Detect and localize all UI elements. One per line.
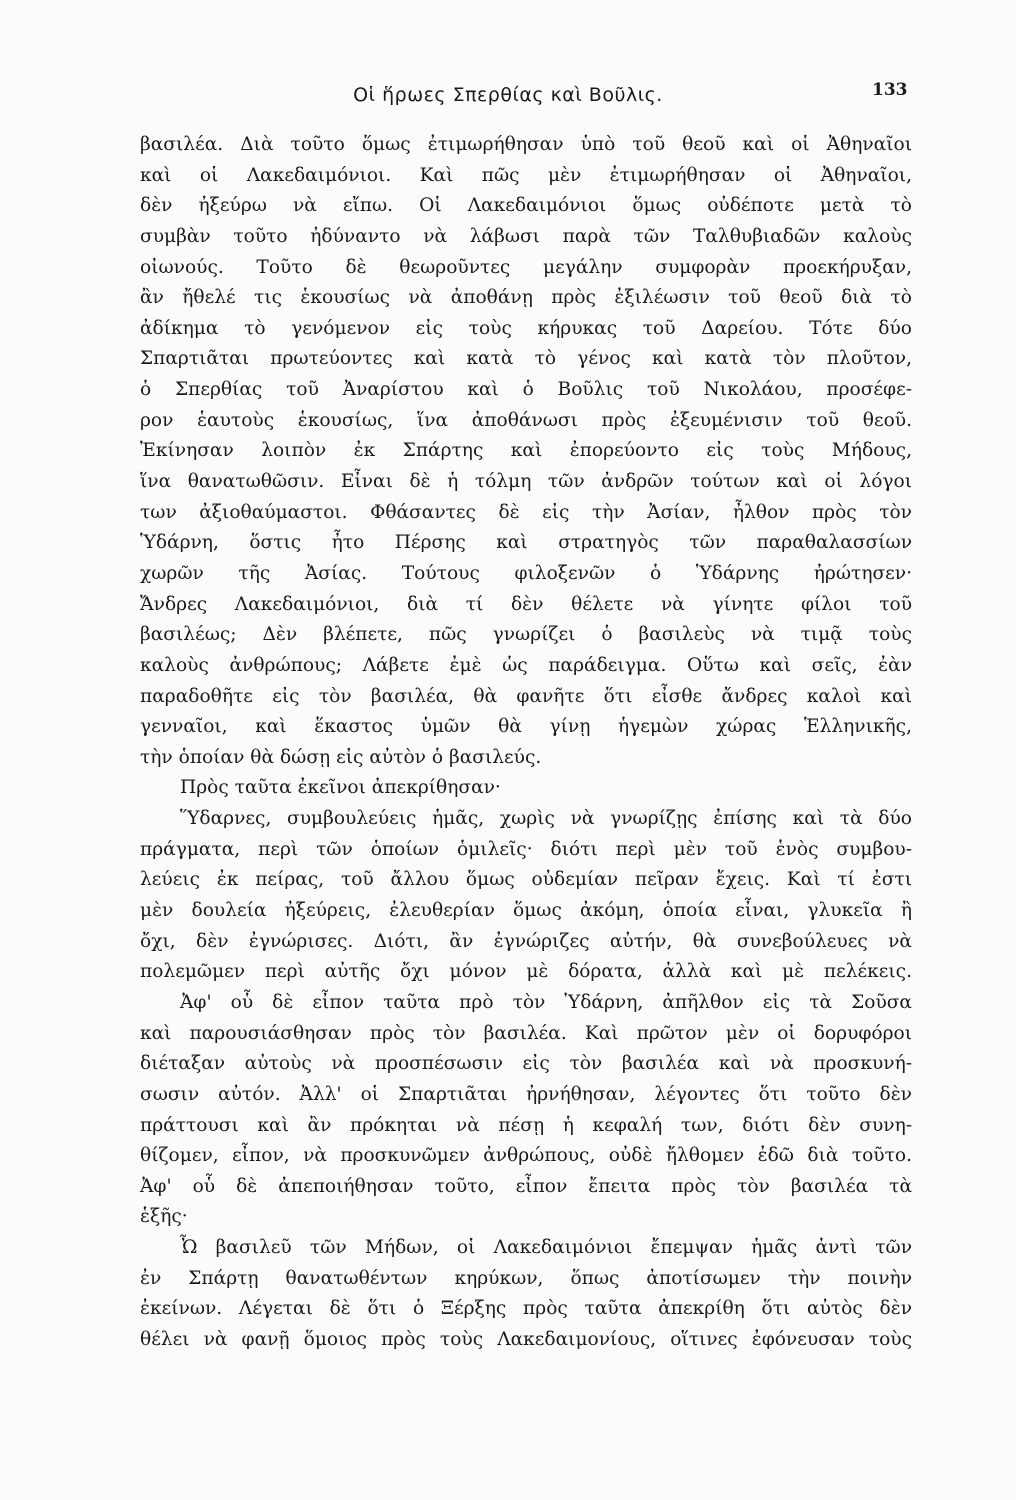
text-line: καλοὺς ἀνθρώπους; Λάβετε ἐμὲ ὡς παράδειγμα. Οὕτω καὶ σεῖς, ἐὰν	[140, 654, 912, 676]
text-line: δὲν ἠξεύρω νὰ εἴπω. Οἱ Λακεδαιμόνιοι ὅμως οὐδέποτε μετὰ τὸ	[140, 195, 912, 217]
text-line: πράττουσι καὶ ἂν πρόκηται νὰ πέσῃ ἡ κεφαλή των, διότι δὲν συνη-	[140, 1114, 912, 1136]
text-line: Σπαρτιᾶται πρωτεύοντες καὶ κατὰ τὸ γένος καὶ κατὰ τὸν πλοῦτον,	[140, 348, 912, 370]
text-line: γενναῖοι, καὶ ἕκαστος ὑμῶν θὰ γίνῃ ἡγεμὼν χώρας Ἑλληνικῆς,	[140, 716, 912, 738]
text-line: Ὕδαρνες, συμβουλεύεις ἡμᾶς, χωρὶς νὰ γνωρίζῃς ἐπίσης καὶ τὰ δύο	[180, 808, 912, 830]
text-line: Ἐκίνησαν λοιπὸν ἐκ Σπάρτης καὶ ἐπορεύοντο εἰς τοὺς Μήδους,	[140, 440, 912, 462]
text-line: ἂν ἤθελέ τις ἑκουσίως νὰ ἀποθάνῃ πρὸς ἐξιλέωσιν τοῦ θεοῦ διὰ τὸ	[140, 287, 912, 309]
text-line: ρον ἑαυτοὺς ἑκουσίως, ἵνα ἀποθάνωσι πρὸς ἐξευμένισιν τοῦ θεοῦ.	[140, 409, 912, 431]
text-line: θίζομεν, εἶπον, νὰ προσκυνῶμεν ἀνθρώπους, οὐδὲ ἤλθομεν ἐδῶ διὰ τοῦτο.	[140, 1145, 912, 1167]
text-line: Ἀφ' οὗ δὲ ἀπεποιήθησαν τοῦτο, εἶπον ἔπειτα πρὸς τὸν βασιλέα τὰ	[140, 1175, 912, 1197]
text-line: συμβὰν τοῦτο ἠδύναντο νὰ λάβωσι παρὰ τῶν Ταλθυβιαδῶν καλοὺς	[140, 225, 912, 247]
text-line: θέλει νὰ φανῇ ὅμοιος πρὸς τοὺς Λακεδαιμονίους, οἵτινες ἐφόνευσαν τοὺς	[140, 1328, 912, 1350]
text-line: Ὦ βασιλεῦ τῶν Μήδων, οἱ Λακεδαιμόνιοι ἔπεμψαν ἡμᾶς ἀντὶ τῶν	[180, 1237, 912, 1259]
text-line: διέταξαν αὐτοὺς νὰ προσπέσωσιν εἰς τὸν βασιλέα καὶ νὰ προσκυνή-	[140, 1053, 912, 1075]
text-line: σωσιν αὐτόν. Ἀλλ' οἱ Σπαρτιᾶται ἠρνήθησαν, λέγοντες ὅτι τοῦτο δὲν	[140, 1083, 912, 1105]
text-line: πολεμῶμεν περὶ αὐτῆς ὄχι μόνον μὲ δόρατα, ἀλλὰ καὶ μὲ πελέκεις.	[140, 961, 912, 983]
text-line: πράγματα, περὶ τῶν ὁποίων ὁμιλεῖς· διότι περὶ μὲν τοῦ ἑνὸς συμβου-	[140, 838, 912, 860]
text-line: μὲν δουλεία ἠξεύρεις, ἐλευθερίαν ὅμως ἀκόμη, ὁποία εἶναι, γλυκεῖα ἢ	[140, 900, 912, 922]
text-line: ἐκείνων. Λέγεται δὲ ὅτι ὁ Ξέρξης πρὸς ταῦτα ἀπεκρίθη ὅτι αὐτὸς δὲν	[140, 1298, 912, 1320]
text-line: βασιλέως; Δὲν βλέπετε, πῶς γνωρίζει ὁ βασιλεὺς νὰ τιμᾷ τοὺς	[140, 624, 912, 646]
text-line: Ἄνδρες Λακεδαιμόνιοι, διὰ τί δὲν θέλετε νὰ γίνητε φίλοι τοῦ	[140, 593, 912, 615]
text-line: ὄχι, δὲν ἐγνώρισες. Διότι, ἂν ἐγνώριζες αὐτήν, θὰ συνεβούλευες νὰ	[140, 930, 912, 952]
running-header	[0, 80, 1016, 114]
page-number: 133	[872, 80, 908, 100]
body-text	[140, 130, 912, 1356]
text-line: Ἀφ' οὗ δὲ εἶπον ταῦτα πρὸ τὸν Ὑδάρνη, ἀπῆλθον εἰς τὰ Σοῦσα	[180, 991, 912, 1013]
running-title: Οἱ ἥρωες Σπερθίας καὶ Βοῦλις.	[353, 84, 663, 106]
text-line: ἑξῆς·	[140, 1206, 188, 1228]
text-line: λεύεις ἐκ πείρας, τοῦ ἄλλου ὅμως οὐδεμίαν πεῖραν ἔχεις. Καὶ τί ἐστι	[140, 869, 912, 891]
text-line: των ἀξιοθαύμαστοι. Φθάσαντες δὲ εἰς τὴν Ἀσίαν, ἦλθον πρὸς τὸν	[140, 501, 912, 523]
text-line: παραδοθῆτε εἰς τὸν βασιλέα, θὰ φανῆτε ὅτι εἶσθε ἄνδρες καλοὶ καὶ	[140, 685, 912, 707]
text-line: ὁ Σπερθίας τοῦ Ἀναρίστου καὶ ὁ Βοῦλις τοῦ Νικολάου, προσέφε-	[140, 379, 912, 401]
text-line: βασιλέα. Διὰ τοῦτο ὅμως ἐτιμωρήθησαν ὑπὸ τοῦ θεοῦ καὶ οἱ Ἀθηναῖοι	[140, 134, 912, 155]
text-line: οἰωνούς. Τοῦτο δὲ θεωροῦντες μεγάλην συμφορὰν προεκήρυξαν,	[140, 256, 912, 278]
text-line: χωρῶν τῆς Ἀσίας. Τούτους φιλοξενῶν ὁ Ὑδάρνης ἠρώτησεν·	[140, 562, 912, 584]
text-line: Ὑδάρνη, ὅστις ἦτο Πέρσης καὶ στρατηγὸς τῶν παραθαλασσίων	[140, 532, 912, 554]
text-line: τὴν ὁποίαν θὰ δώσῃ εἰς αὐτὸν ὁ βασιλεύς.	[140, 746, 542, 768]
text-line: ἀδίκημα τὸ γενόμενον εἰς τοὺς κήρυκας τοῦ Δαρείου. Τότε δύο	[140, 317, 912, 339]
text-line: καὶ οἱ Λακεδαιμόνιοι. Καὶ πῶς μὲν ἐτιμωρήθησαν οἱ Ἀθηναῖοι,	[140, 164, 912, 186]
text-line: ἵνα θανατωθῶσιν. Εἶναι δὲ ἡ τόλμη τῶν ἀνδρῶν τούτων καὶ οἱ λόγοι	[140, 471, 912, 493]
text-line: Πρὸς ταῦτα ἐκεῖνοι ἀπεκρίθησαν·	[180, 777, 501, 799]
text-line: καὶ παρουσιάσθησαν πρὸς τὸν βασιλέα. Καὶ πρῶτον μὲν οἱ δορυφόροι	[140, 1022, 912, 1044]
text-line: ἐν Σπάρτῃ θανατωθέντων κηρύκων, ὅπως ἀποτίσωμεν τὴν ποινὴν	[140, 1267, 912, 1289]
